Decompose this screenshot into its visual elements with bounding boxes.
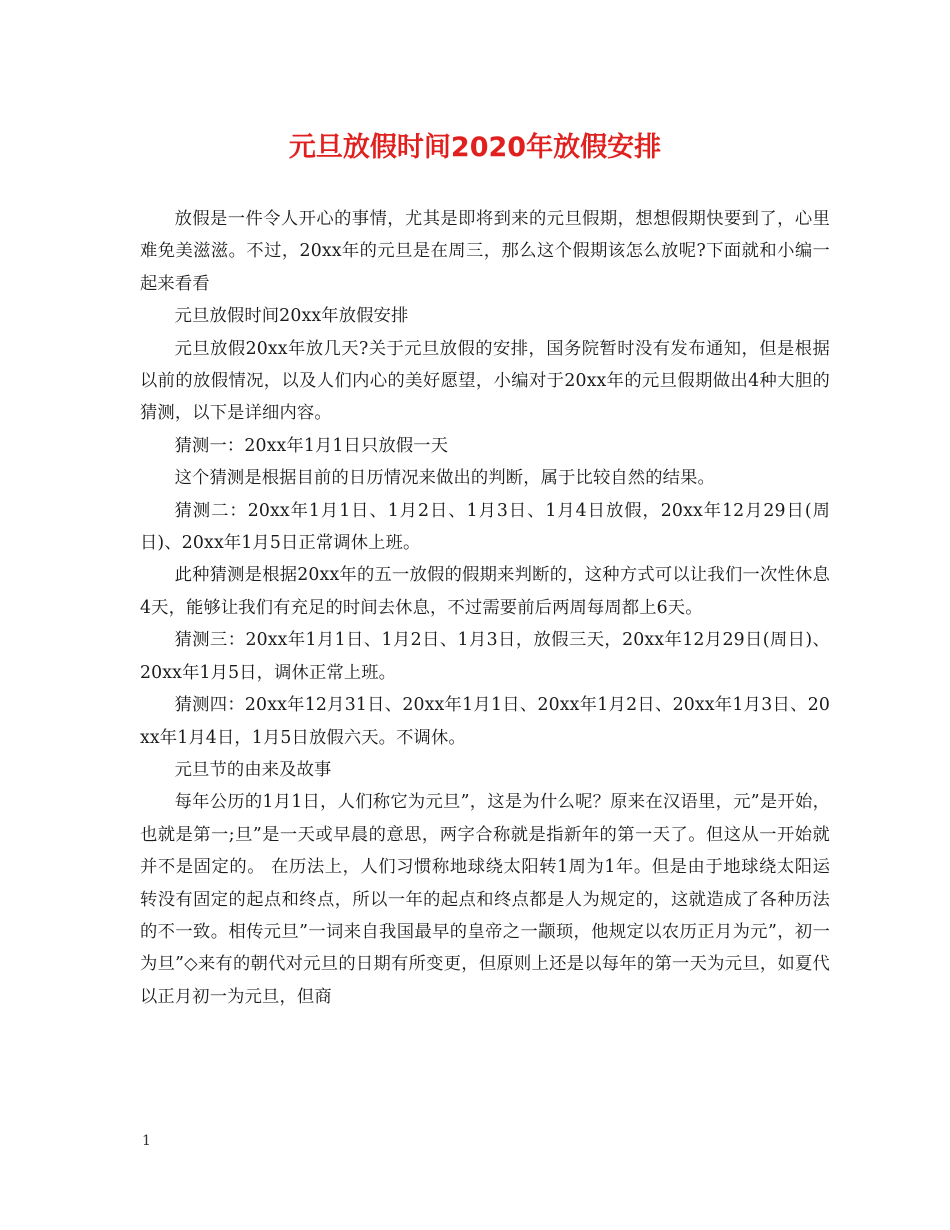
paragraph-guess-four: 猜测四：20xx年12月31日、20xx年1月1日、20xx年1月2日、20xx年1月3日、20xx年1月4日，1月5日放假六天。不调休。 xyxy=(140,695,830,748)
paragraph-guess-two-reason: 此种猜测是根据20xx年的五一放假的假期来判断的，这种方式可以让我们一次性休息4天，能够让我们有充足的时间去休息，不过需要前后两周每周都上6天。 xyxy=(140,565,830,618)
paragraph-how-many-days: 元旦放假20xx年放几天?关于元旦放假的安排，国务院暂时没有发布通知，但是根据以前的放假情况，以及人们内心的美好愿望，小编对于20xx年的元旦假期做出4种大胆的猜测，以下是详细内容。 xyxy=(140,338,830,424)
paragraph-origin-story: 每年公历的1月1日，人们称它为元旦”，这是为什么呢？原来在汉语里，元”是开始，也就是第一;旦”是一天或早晨的意思，两字合称就是指新年的第一天了。但这从一开始就并不是固定的。 在历法上，人们习惯称地球绕太阳转1周为1年。但是由于地球绕太阳运转没有固定的起点和终点，所以一年的起点和终点都是人为规定的，这就造成了各种历法的不一致。相传元旦”一词来自我国最早的皇帝之一颛顼，他规定以农历正月为元”，初一为旦”◇来有的朝代对元旦的日期有所变更，但原则上还是以每年的第一天为元旦，如夏代以正月初一为元旦，但商 xyxy=(140,792,830,1007)
document-title: 元旦放假时间2020年放假安排 xyxy=(288,132,662,163)
paragraph-heading-schedule: 元旦放假时间20xx年放假安排 xyxy=(174,306,409,327)
paragraph-guess-one: 猜测一：20xx年1月1日只放假一天 xyxy=(174,435,449,456)
paragraph-guess-three: 猜测三：20xx年1月1日、1月2日、1月3日，放假三天，20xx年12月29日(周日)、20xx年1月5日，调休正常上班。 xyxy=(140,630,830,683)
paragraph-intro: 放假是一件令人开心的事情，尤其是即将到来的元旦假期，想想假期快要到了，心里难免美滋滋。不过，20xx年的元旦是在周三，那么这个假期该怎么放呢?下面就和小编一起来看看 xyxy=(140,209,830,294)
paragraph-heading-origin: 元旦节的由来及故事 xyxy=(174,759,332,780)
paragraph-guess-two: 猜测二：20xx年1月1日、1月2日、1月3日、1月4日放假，20xx年12月29日(周日)、20xx年1月5日正常调休上班。 xyxy=(140,500,830,554)
page-number: 1 xyxy=(142,1133,151,1149)
document-body xyxy=(140,203,830,1013)
paragraph-guess-one-reason: 这个猜测是根据目前的日历情况来做出的判断，属于比较自然的结果。 xyxy=(174,468,715,489)
